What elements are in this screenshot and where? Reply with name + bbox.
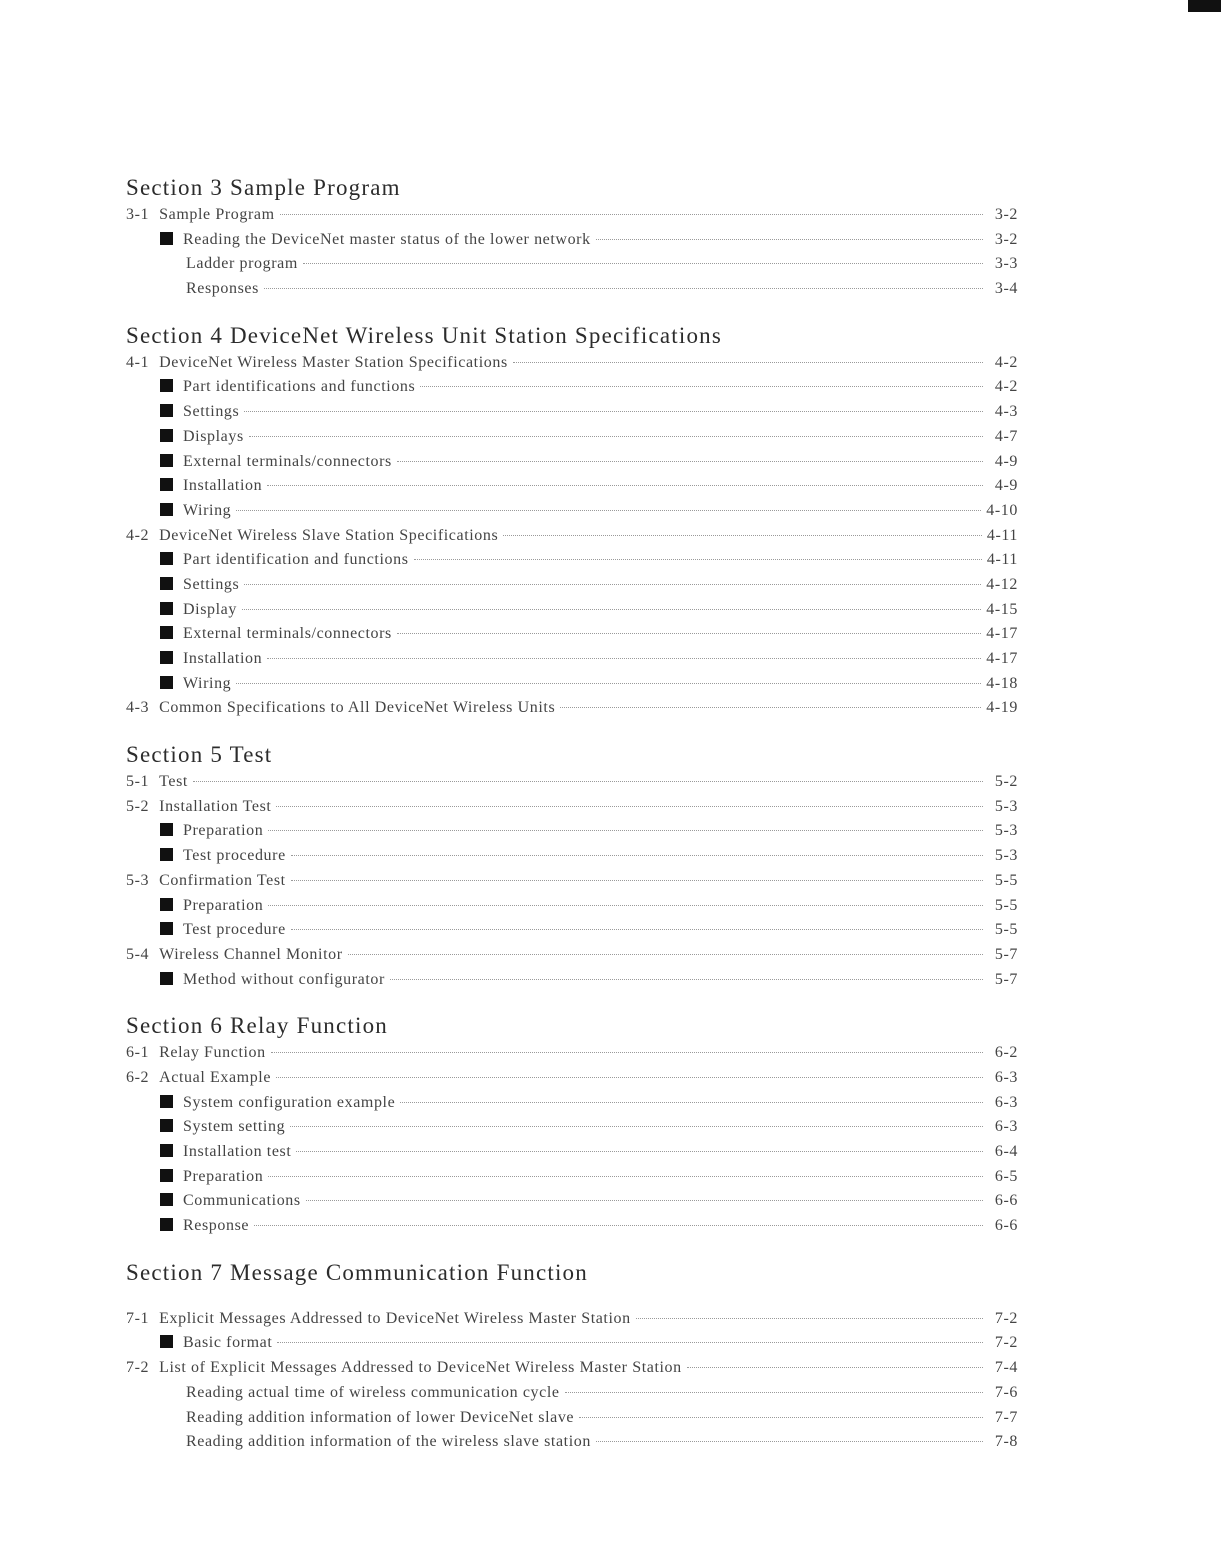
entry-label: Installation Test bbox=[159, 797, 272, 815]
dot-leader bbox=[303, 263, 983, 264]
page-number: 3-2 bbox=[994, 230, 1018, 248]
toc-entry[interactable] bbox=[126, 1356, 1018, 1381]
square-bullet-icon bbox=[160, 503, 173, 516]
page-number: 6-6 bbox=[994, 1192, 1018, 1210]
dot-leader bbox=[264, 288, 983, 289]
entry-label: Method without configurator bbox=[183, 970, 385, 988]
section-title: Section 5 Test bbox=[126, 742, 273, 768]
entry-number: 4-2 bbox=[126, 526, 150, 544]
page-number: 7-7 bbox=[994, 1408, 1018, 1426]
entry-label: DeviceNet Wireless Master Station Specifications bbox=[159, 353, 508, 371]
entry-label: System configuration example bbox=[183, 1093, 396, 1111]
square-bullet-icon bbox=[160, 848, 173, 861]
entry-label: Communications bbox=[183, 1192, 301, 1210]
dot-leader bbox=[254, 1225, 983, 1226]
page-number: 6-3 bbox=[994, 1068, 1018, 1086]
entry-label: External terminals/connectors bbox=[183, 452, 392, 470]
dot-leader bbox=[397, 461, 983, 462]
square-bullet-icon bbox=[160, 1335, 173, 1348]
toc-entry[interactable] bbox=[126, 499, 1018, 524]
toc-entry[interactable] bbox=[126, 400, 1018, 425]
section-title: Section 6 Relay Function bbox=[126, 1013, 388, 1039]
square-bullet-icon bbox=[160, 922, 173, 935]
entry-number: 5-2 bbox=[126, 797, 150, 815]
toc-entry[interactable] bbox=[126, 474, 1018, 499]
toc-entry[interactable] bbox=[126, 1189, 1018, 1214]
page-number: 4-11 bbox=[986, 526, 1018, 544]
dot-leader bbox=[400, 1102, 983, 1103]
entry-label: Part identification and functions bbox=[183, 551, 409, 569]
page-number: 4-15 bbox=[986, 600, 1018, 618]
square-bullet-icon bbox=[160, 972, 173, 985]
square-bullet-icon bbox=[160, 1169, 173, 1182]
dot-leader bbox=[291, 929, 983, 930]
toc-entry[interactable] bbox=[126, 1041, 1018, 1066]
square-bullet-icon bbox=[160, 379, 173, 392]
toc-entry[interactable] bbox=[126, 968, 1018, 993]
page-number: 7-2 bbox=[994, 1334, 1018, 1352]
square-bullet-icon bbox=[160, 404, 173, 417]
entry-label: Reading addition information of lower DeviceNet slave bbox=[186, 1408, 575, 1426]
entry-label: External terminals/connectors bbox=[183, 625, 392, 643]
dot-leader bbox=[291, 880, 983, 881]
square-bullet-icon bbox=[160, 823, 173, 836]
toc-entry[interactable] bbox=[126, 1307, 1018, 1332]
toc-entry[interactable] bbox=[126, 696, 1018, 721]
dot-leader bbox=[236, 510, 981, 511]
entry-label: Part identifications and functions bbox=[183, 378, 416, 396]
page-number: 5-5 bbox=[994, 896, 1018, 914]
toc-entry[interactable] bbox=[126, 548, 1018, 573]
dot-leader bbox=[687, 1367, 983, 1368]
entry-label: Ladder program bbox=[186, 255, 298, 273]
square-bullet-icon bbox=[160, 1218, 173, 1231]
entry-label: Settings bbox=[183, 403, 240, 421]
entry-label: Relay Function bbox=[159, 1044, 266, 1062]
dot-leader bbox=[267, 658, 981, 659]
entry-label: Preparation bbox=[183, 822, 264, 840]
dot-leader bbox=[414, 559, 982, 560]
toc-section bbox=[126, 172, 1018, 302]
toc-entry[interactable] bbox=[126, 770, 1018, 795]
section-title: Section 7 Message Communication Function bbox=[126, 1259, 588, 1285]
entry-label: Installation bbox=[183, 477, 263, 495]
entry-label: Reading the DeviceNet master status of the lower network bbox=[183, 230, 591, 248]
toc-entry[interactable] bbox=[126, 573, 1018, 598]
entry-label: Test procedure bbox=[183, 921, 286, 939]
page-number: 4-19 bbox=[986, 699, 1018, 717]
entry-label: Confirmation Test bbox=[159, 871, 286, 889]
page-number: 4-18 bbox=[986, 674, 1018, 692]
square-bullet-icon bbox=[160, 454, 173, 467]
toc-entry[interactable] bbox=[126, 1140, 1018, 1165]
page-number: 6-2 bbox=[994, 1044, 1018, 1062]
entry-label: Responses bbox=[186, 280, 259, 298]
toc-entry[interactable] bbox=[126, 1430, 1018, 1455]
page-number: 7-6 bbox=[994, 1383, 1018, 1401]
page-number: 5-7 bbox=[994, 945, 1018, 963]
toc-entry[interactable] bbox=[126, 1406, 1018, 1431]
page-number: 3-3 bbox=[994, 255, 1018, 273]
entry-label: Installation test bbox=[183, 1143, 292, 1160]
toc-entry[interactable] bbox=[126, 425, 1018, 450]
entry-label: System setting bbox=[183, 1118, 286, 1136]
entry-number: 6-2 bbox=[126, 1068, 150, 1086]
entry-number: 4-3 bbox=[126, 699, 150, 717]
toc-entry[interactable] bbox=[126, 918, 1018, 943]
page-number: 3-2 bbox=[994, 206, 1018, 223]
entry-label: Preparation bbox=[183, 896, 264, 914]
entry-label: Sample Program bbox=[159, 206, 275, 223]
page-number: 4-12 bbox=[986, 575, 1018, 593]
dot-leader bbox=[268, 905, 983, 906]
dot-leader bbox=[390, 979, 983, 980]
dot-leader bbox=[579, 1417, 983, 1418]
toc-entry[interactable] bbox=[126, 795, 1018, 820]
dot-leader bbox=[596, 239, 983, 240]
square-bullet-icon bbox=[160, 1095, 173, 1108]
entry-label: Common Specifications to All DeviceNet Wireless Units bbox=[159, 699, 556, 717]
dot-leader bbox=[271, 1052, 983, 1053]
toc-entry[interactable] bbox=[126, 375, 1018, 400]
entry-number: 5-3 bbox=[126, 871, 150, 889]
toc-entry[interactable] bbox=[126, 869, 1018, 894]
entry-number: 6-1 bbox=[126, 1044, 150, 1062]
dot-leader bbox=[306, 1200, 983, 1201]
toc-entry[interactable] bbox=[126, 1214, 1018, 1239]
entry-label: Actual Example bbox=[159, 1068, 272, 1086]
entry-label: DeviceNet Wireless Slave Station Specifications bbox=[159, 526, 499, 544]
toc-entry[interactable] bbox=[126, 1165, 1018, 1190]
page-number: 5-5 bbox=[994, 921, 1018, 939]
page-number: 5-3 bbox=[994, 797, 1018, 815]
page-number: 5-3 bbox=[994, 847, 1018, 865]
page-number: 6-5 bbox=[994, 1167, 1018, 1185]
entry-label: Test procedure bbox=[183, 847, 286, 865]
square-bullet-icon bbox=[160, 552, 173, 565]
toc-entry[interactable] bbox=[126, 894, 1018, 919]
dot-leader bbox=[280, 214, 983, 215]
entry-label: List of Explicit Messages Addressed to DeviceNet Wireless Master Station bbox=[159, 1359, 682, 1377]
toc-section bbox=[126, 1010, 1018, 1239]
entry-number: 5-1 bbox=[126, 773, 150, 791]
entry-number: 7-1 bbox=[126, 1309, 150, 1327]
page-number: 6-4 bbox=[994, 1143, 1018, 1160]
dot-leader bbox=[268, 830, 983, 831]
dot-leader bbox=[244, 411, 983, 412]
toc-entry[interactable] bbox=[126, 1066, 1018, 1091]
page-number: 5-2 bbox=[994, 773, 1018, 791]
dot-leader bbox=[249, 436, 983, 437]
dot-leader bbox=[242, 609, 981, 610]
dot-leader bbox=[276, 1077, 983, 1078]
page-number: 6-3 bbox=[994, 1118, 1018, 1136]
entry-label: Basic format bbox=[183, 1334, 273, 1352]
dot-leader bbox=[296, 1151, 983, 1152]
dot-leader bbox=[244, 584, 981, 585]
dot-leader bbox=[267, 485, 983, 486]
entry-number: 4-1 bbox=[126, 353, 150, 371]
page-number: 5-7 bbox=[994, 970, 1018, 988]
toc-entry[interactable] bbox=[126, 647, 1018, 672]
toc-entry[interactable] bbox=[126, 450, 1018, 475]
toc-section bbox=[126, 1257, 1018, 1455]
table-of-contents bbox=[126, 172, 1018, 1473]
entry-label: Settings bbox=[183, 575, 240, 593]
page-number: 7-8 bbox=[994, 1433, 1018, 1451]
toc-section bbox=[126, 739, 1018, 992]
dot-leader bbox=[513, 362, 983, 363]
toc-entry[interactable] bbox=[126, 351, 1018, 376]
toc-entry[interactable] bbox=[126, 598, 1018, 623]
dot-leader bbox=[348, 954, 983, 955]
toc-entry[interactable] bbox=[126, 672, 1018, 697]
toc-entry[interactable] bbox=[126, 1381, 1018, 1406]
entry-label: Reading actual time of wireless communication cycle bbox=[186, 1383, 560, 1401]
toc-entry[interactable] bbox=[126, 203, 1018, 228]
entry-label: Wiring bbox=[183, 501, 232, 519]
page-number: 4-9 bbox=[994, 452, 1018, 470]
toc-section bbox=[126, 320, 1018, 721]
toc-entry[interactable] bbox=[126, 622, 1018, 647]
entry-label: Reading addition information of the wireless slave station bbox=[186, 1433, 591, 1451]
dot-leader bbox=[276, 806, 983, 807]
dot-leader bbox=[193, 781, 983, 782]
dot-leader bbox=[596, 1441, 983, 1442]
page-number: 4-3 bbox=[994, 403, 1018, 421]
dot-leader bbox=[397, 633, 981, 634]
toc-entry[interactable] bbox=[126, 1331, 1018, 1356]
dot-leader bbox=[277, 1342, 983, 1343]
toc-entry[interactable] bbox=[126, 819, 1018, 844]
scan-corner-mark bbox=[1188, 0, 1221, 12]
dot-leader bbox=[420, 386, 983, 387]
page-number: 5-3 bbox=[994, 822, 1018, 840]
page-number: 5-5 bbox=[994, 871, 1018, 889]
entry-label: Preparation bbox=[183, 1167, 264, 1185]
square-bullet-icon bbox=[160, 676, 173, 689]
entry-number: 7-2 bbox=[126, 1359, 150, 1377]
page-number: 4-2 bbox=[994, 353, 1018, 371]
toc-entry[interactable] bbox=[126, 277, 1018, 302]
dot-leader bbox=[291, 855, 983, 856]
entry-label: Response bbox=[183, 1217, 250, 1235]
entry-label: Wireless Channel Monitor bbox=[159, 945, 343, 963]
toc-entry[interactable] bbox=[126, 844, 1018, 869]
page-number: 7-2 bbox=[994, 1309, 1018, 1327]
square-bullet-icon bbox=[160, 1119, 173, 1132]
square-bullet-icon bbox=[160, 232, 173, 245]
toc-entry[interactable] bbox=[126, 252, 1018, 277]
entry-label: Displays bbox=[183, 427, 244, 445]
square-bullet-icon bbox=[160, 1193, 173, 1206]
dot-leader bbox=[268, 1176, 983, 1177]
page-number: 4-17 bbox=[986, 650, 1018, 667]
toc-entry[interactable] bbox=[126, 1091, 1018, 1116]
entry-number: 3-1 bbox=[126, 206, 150, 223]
dot-leader bbox=[236, 683, 981, 684]
toc-entry[interactable] bbox=[126, 524, 1018, 549]
entry-label: Wiring bbox=[183, 674, 232, 692]
page-number: 4-10 bbox=[986, 501, 1018, 519]
page-number: 6-3 bbox=[994, 1093, 1018, 1111]
square-bullet-icon bbox=[160, 577, 173, 590]
dot-leader bbox=[565, 1392, 983, 1393]
page-number: 4-11 bbox=[986, 551, 1018, 569]
square-bullet-icon bbox=[160, 429, 173, 442]
toc-entry[interactable] bbox=[126, 943, 1018, 968]
page-number: 7-4 bbox=[994, 1359, 1018, 1377]
page-number: 6-6 bbox=[994, 1217, 1018, 1235]
entry-label: Installation bbox=[183, 650, 263, 667]
section-title: Section 3 Sample Program bbox=[126, 175, 401, 200]
dot-leader bbox=[560, 707, 981, 708]
square-bullet-icon bbox=[160, 602, 173, 615]
entry-label: Test bbox=[159, 773, 188, 791]
square-bullet-icon bbox=[160, 626, 173, 639]
page-number: 4-17 bbox=[986, 625, 1018, 643]
dot-leader bbox=[636, 1318, 983, 1319]
entry-label: Explicit Messages Addressed to DeviceNet Wireless Master Station bbox=[159, 1309, 631, 1327]
square-bullet-icon bbox=[160, 898, 173, 911]
square-bullet-icon bbox=[160, 651, 173, 664]
square-bullet-icon bbox=[160, 1144, 173, 1157]
page-number: 3-4 bbox=[994, 280, 1018, 298]
section-title: Section 4 DeviceNet Wireless Unit Station Specifications bbox=[126, 322, 723, 348]
dot-leader bbox=[290, 1126, 983, 1127]
toc-entry[interactable] bbox=[126, 1115, 1018, 1140]
square-bullet-icon bbox=[160, 478, 173, 491]
dot-leader bbox=[503, 535, 982, 536]
page-number: 4-2 bbox=[994, 378, 1018, 396]
page-number: 4-9 bbox=[994, 477, 1018, 495]
entry-number: 5-4 bbox=[126, 945, 150, 963]
entry-label: Display bbox=[183, 600, 237, 618]
page-number: 4-7 bbox=[994, 427, 1018, 445]
toc-entry[interactable] bbox=[126, 228, 1018, 253]
